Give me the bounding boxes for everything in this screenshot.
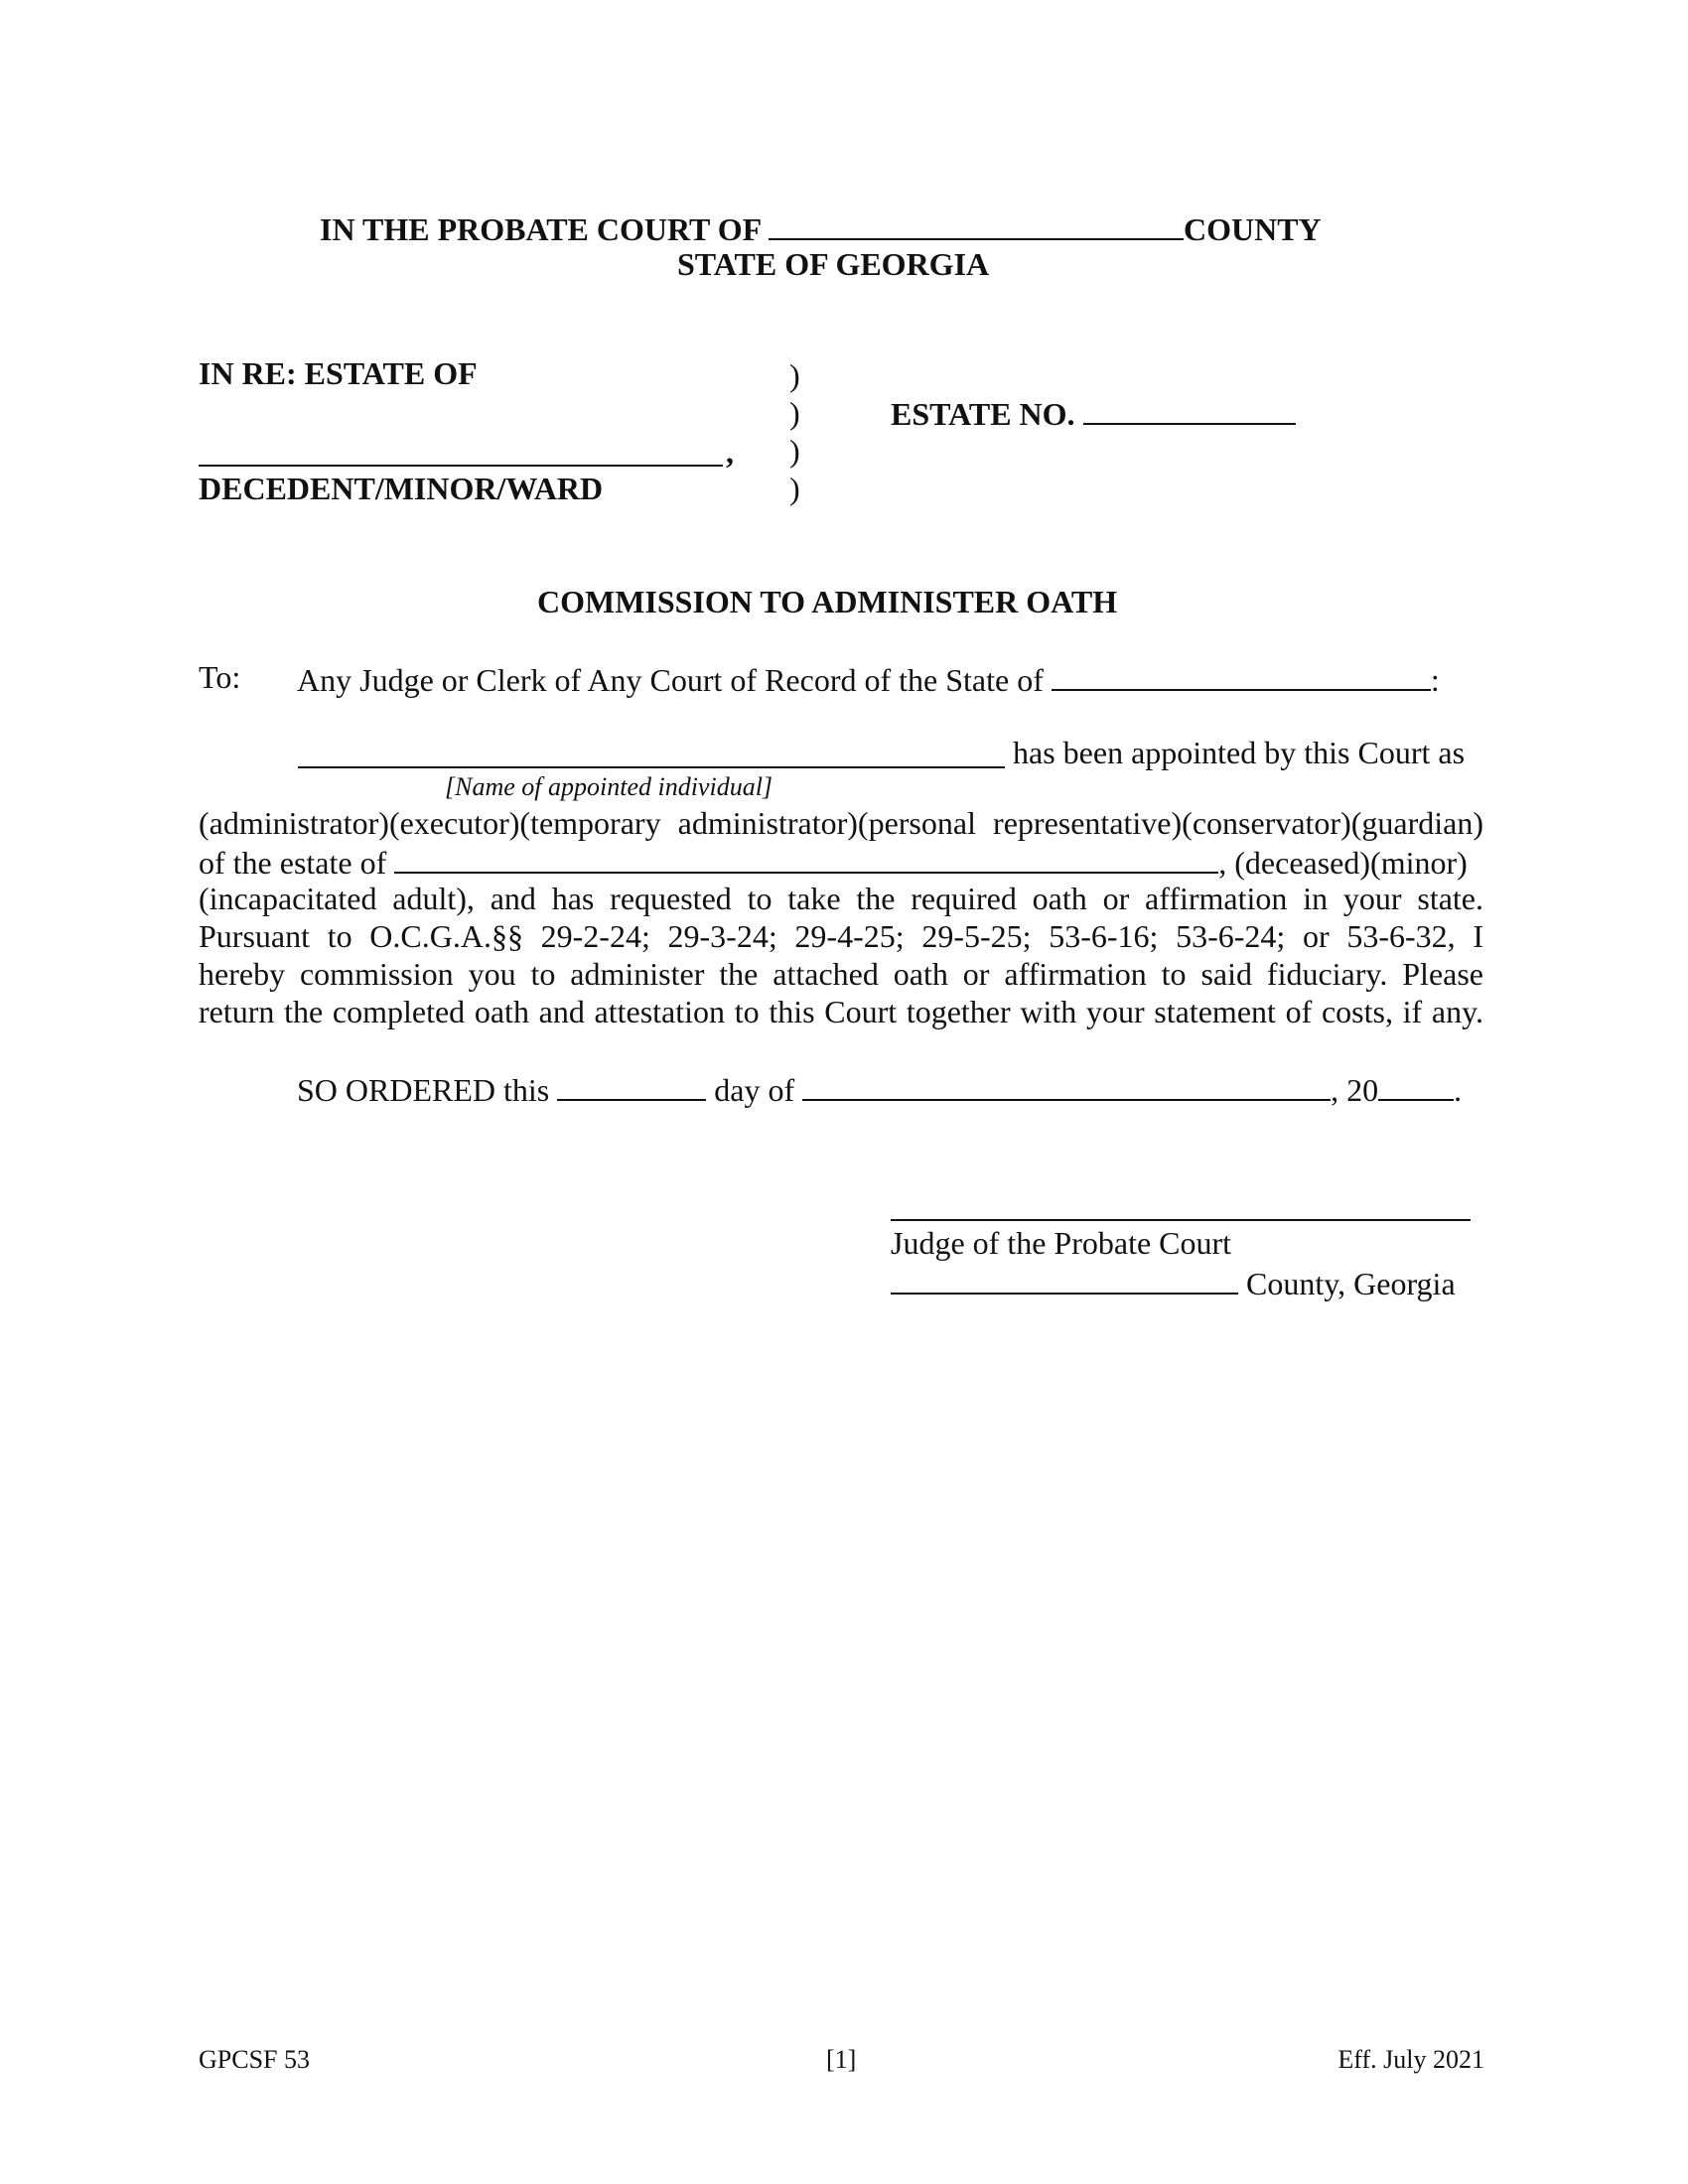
to-label: To:	[199, 659, 241, 695]
judge-signature-line[interactable]	[891, 1219, 1471, 1221]
body-line-1: (administrator)(executor)(temporary administrator)(personal representative)(conservator)(guardian)	[199, 805, 1483, 841]
county-signature-line	[891, 1263, 1456, 1302]
county-blank[interactable]	[769, 208, 1184, 240]
order-period: .	[1454, 1072, 1463, 1108]
court-heading	[320, 208, 1322, 248]
body-line-3: (incapacitated adult), and has requested to take the required oath or affirmation in your state.	[199, 881, 1483, 916]
paren-2: )	[789, 395, 800, 431]
paren-1: )	[789, 357, 800, 393]
state-heading: STATE OF GEORGIA	[677, 246, 990, 282]
estate-of-prefix: of the estate of	[199, 845, 387, 881]
order-line	[297, 1069, 1462, 1109]
court-suffix: COUNTY	[1183, 211, 1322, 247]
order-year-prefix: , 20	[1331, 1072, 1379, 1108]
in-re-label: IN RE: ESTATE OF	[199, 355, 478, 391]
to-text: Any Judge or Clerk of Any Court of Record of the State of	[297, 662, 1044, 698]
estate-of-blank[interactable]	[394, 842, 1218, 874]
paren-3: )	[789, 433, 800, 469]
appointee-caption: [Name of appointed individual]	[445, 772, 774, 801]
signature-county-blank[interactable]	[891, 1263, 1238, 1295]
estate-no-label: ESTATE NO.	[891, 396, 1075, 432]
appointment-suffix: has been appointed by this Court as	[1013, 735, 1466, 770]
effective-date: Eff. July 2021	[1337, 2045, 1484, 2074]
body-line-2	[199, 842, 1483, 882]
order-day-of: day of	[714, 1072, 795, 1108]
form-id: GPCSF 53	[199, 2045, 310, 2074]
to-colon: :	[1430, 662, 1440, 698]
estate-name-comma: ,	[726, 434, 734, 470]
status-options: , (deceased)(minor)	[1218, 845, 1468, 881]
body-line-4: Pursuant to O.C.G.A.§§ 29-2-24; 29-3-24; 29-4-25; 29-5-25; 53-6-16; 53-6-24; or 53-6-32, I	[199, 918, 1483, 954]
body-line-6: return the completed oath and attestation to this Court together with your statement of costs, if any.	[199, 994, 1483, 1029]
court-prefix: IN THE PROBATE COURT OF	[320, 211, 761, 247]
order-month-blank[interactable]	[802, 1069, 1331, 1101]
order-prefix: SO ORDERED this	[297, 1072, 550, 1108]
estate-name-blank[interactable]	[199, 465, 723, 467]
state-of-blank[interactable]	[1052, 659, 1431, 691]
order-day-blank[interactable]	[557, 1069, 706, 1101]
page-number: [1]	[826, 2045, 857, 2074]
order-year-blank[interactable]	[1378, 1069, 1454, 1101]
county-label: County, Georgia	[1246, 1266, 1456, 1301]
estate-number	[891, 393, 1296, 433]
body-line-5: hereby commission you to administer the attached oath or affirmation to said fiduciary. Please	[199, 956, 1483, 992]
party-label: DECEDENT/MINOR/WARD	[199, 471, 604, 506]
to-line	[297, 659, 1440, 699]
document-title: COMMISSION TO ADMINISTER OATH	[537, 584, 1118, 619]
paren-4: )	[789, 471, 800, 506]
estate-no-blank[interactable]	[1083, 393, 1296, 425]
judge-label: Judge of the Probate Court	[891, 1225, 1232, 1261]
appointee-name-blank[interactable]	[298, 766, 1005, 768]
